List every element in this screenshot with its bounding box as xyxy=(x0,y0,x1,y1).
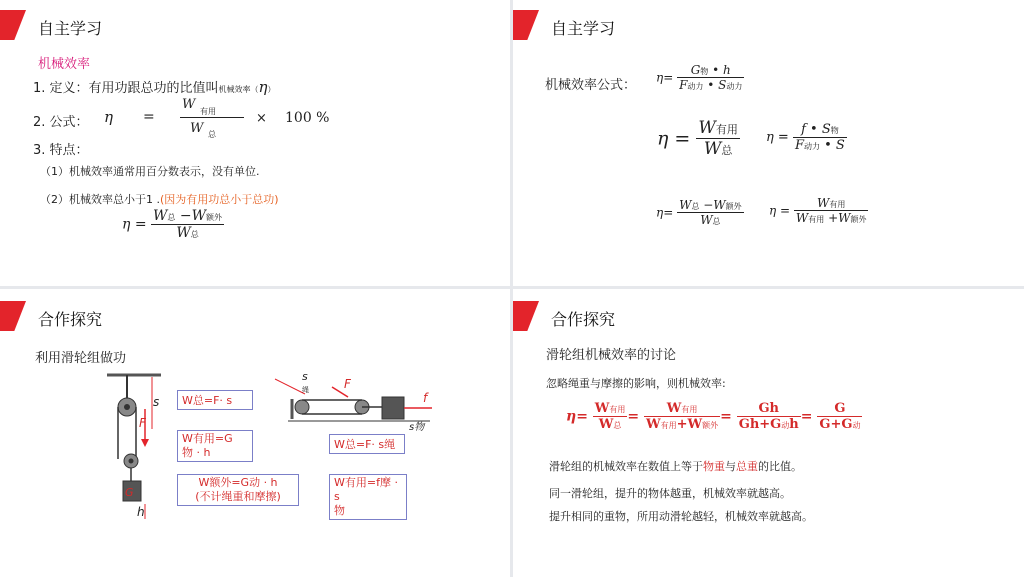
formula-fraction xyxy=(180,97,244,138)
efficiency-chain-formula: η= $\frac{\text{W有用}}{\text{W总}}$ = $\frac{\text{W有用}}{\text{W有用+W额外}}$ = $\frac{Gh}{\text{Gh+G动h}}$ = $\frac{G}{\text{G+G动}}$ xyxy=(566,401,861,432)
slide-title: 合作探究 xyxy=(551,310,616,329)
pulley-block-diagram xyxy=(105,369,165,529)
slide-cooperative-1 xyxy=(0,289,510,577)
label-G: G xyxy=(125,486,134,499)
formula-hundred: 100 % xyxy=(285,110,330,126)
box-total-work-2: W总=F· s绳 xyxy=(329,434,405,454)
formula-label: 2. 公式： xyxy=(33,115,89,130)
label-F2: F xyxy=(344,377,351,391)
box-useful-work-2: W有用=f摩 · s 物 xyxy=(329,474,407,520)
box-useful-work: W有用=G 物 · h xyxy=(177,430,253,462)
premise-text: 忽略绳重与摩擦的影响，则机械效率: xyxy=(546,377,726,390)
label-f: f xyxy=(423,391,428,405)
label-h: h xyxy=(137,505,145,519)
slide-subtitle: 滑轮组机械效率的讨论 xyxy=(546,348,677,363)
slide-self-study-2 xyxy=(513,0,1024,286)
slide-title: 自主学习 xyxy=(38,19,103,38)
definition-close: ） xyxy=(267,85,276,94)
formula-g-over-fs: η= $\frac{\text{G物 • h}}{\text{F动力 • S动力}}$ xyxy=(656,63,743,92)
feature-2: （2）机械效率总小于1 .(因为有用功总小于总功) xyxy=(40,193,279,206)
fraction-denominator: W 总 xyxy=(190,121,216,139)
formula-label: 机械效率公式： xyxy=(545,78,637,93)
slide-title: 自主学习 xyxy=(551,19,616,38)
extra-work-formula: η = $\frac{\text{W总 −W额外}}{\text{W总}}$ xyxy=(122,208,222,241)
box-extra-work: W额外=G动 · h (不计绳重和摩擦) xyxy=(177,474,299,506)
definition-line xyxy=(33,77,276,96)
section-heading: 机械效率 xyxy=(38,57,91,72)
formula-equals: = xyxy=(143,109,155,125)
slide-subtitle: 利用滑轮组做功 xyxy=(35,351,127,366)
label-s-object: s物 xyxy=(409,422,425,433)
definition-text: 1. 定义：有用功跟总功的比值叫 xyxy=(33,81,219,96)
formula-w-useful-over-total: η = $\frac{\text{W有用}}{\text{W总}}$ xyxy=(657,118,738,159)
feature-1: （1）机械效率通常用百分数表示，没有单位. xyxy=(40,165,260,178)
conclusion-line-2: 同一滑轮组，提升的物体越重，机械效率就越高。 xyxy=(549,487,791,500)
distance-s-arrow xyxy=(275,379,305,394)
formula-times: × xyxy=(256,111,267,126)
slide-cooperative-2 xyxy=(513,289,1024,577)
formula-useful-plus-extra: η = $\frac{\text{W有用}}{\text{W有用 +W额外}}$ xyxy=(769,196,867,225)
title-accent-tab xyxy=(513,301,539,331)
fraction-numerator: W 有用 xyxy=(180,97,244,118)
title-accent-tab xyxy=(513,10,539,40)
conclusion-line-3: 提升相同的重物，所用动滑轮越轻，机械效率就越高。 xyxy=(549,510,813,523)
label-s2: s xyxy=(302,370,308,383)
formula-f-over-fs: η = $\frac{\text{f • S物}}{\text{F动力 • S}}$ xyxy=(766,122,845,153)
definition-small: 机械效率（ xyxy=(218,85,259,94)
title-accent-tab xyxy=(0,301,26,331)
box-total-work: W总=F· s xyxy=(177,390,253,410)
eta-symbol: η xyxy=(258,78,268,96)
conclusion-line-1: 滑轮组的机械效率在数值上等于物重与总重的比值。 xyxy=(549,460,802,473)
label-s: s xyxy=(153,395,160,409)
slide-self-study-1 xyxy=(0,0,510,286)
features-label: 3. 特点： xyxy=(33,143,89,158)
formula-extra: η= $\frac{\text{W总 −W额外}}{\text{W总}}$ xyxy=(656,198,742,227)
slide-title: 合作探究 xyxy=(38,310,103,329)
label-F: F xyxy=(139,416,146,430)
formula-eta: η xyxy=(104,108,113,126)
label-rope: 绳 xyxy=(302,386,309,394)
title-accent-tab xyxy=(0,10,26,40)
sliding-block xyxy=(382,397,404,419)
